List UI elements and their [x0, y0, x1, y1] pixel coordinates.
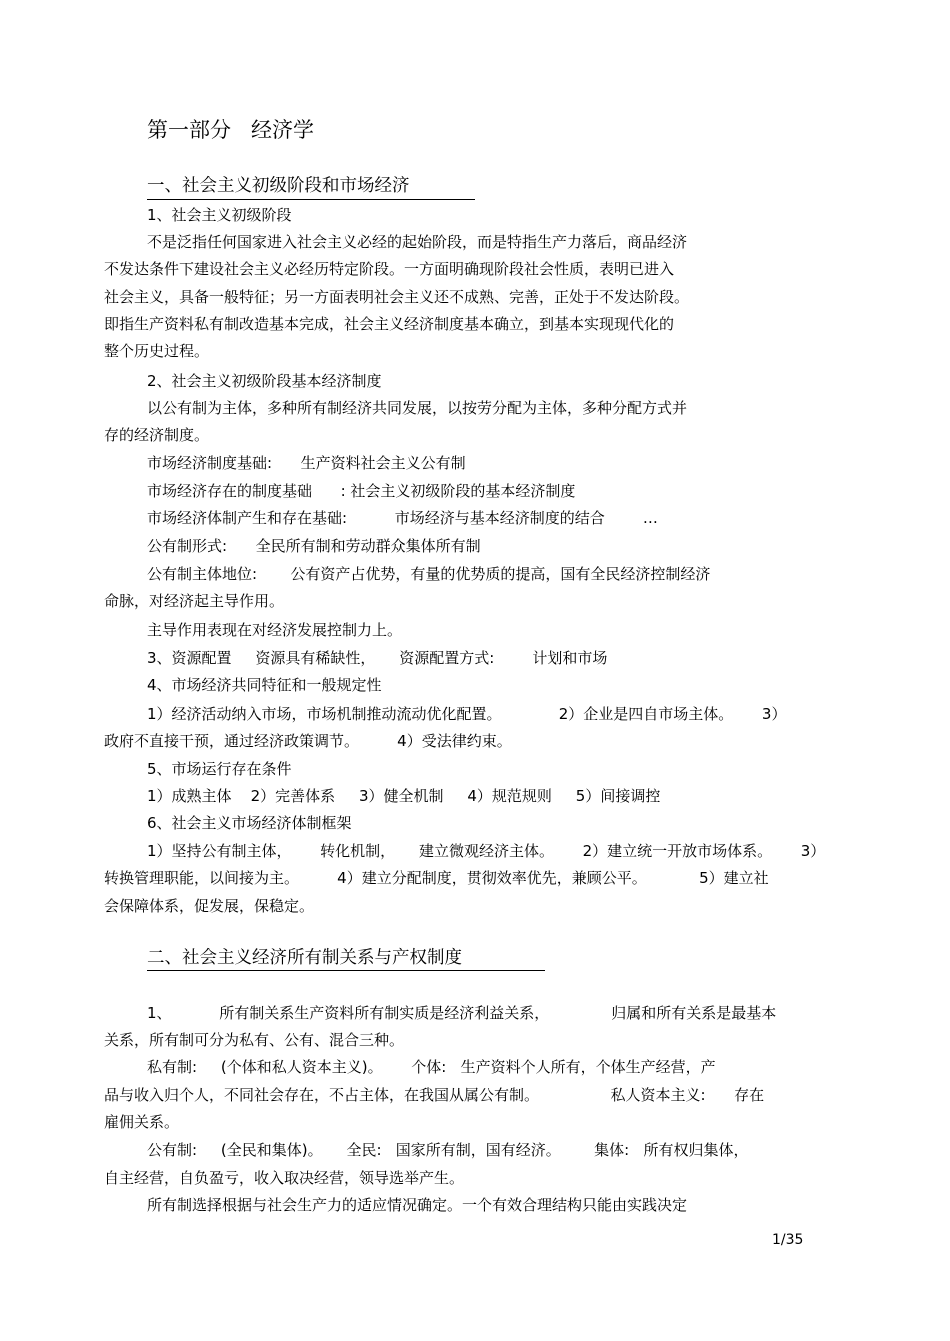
s1-line-24: 转换管理职能，以间接为主。 4）建立分配制度，贯彻效率优先，兼顾公平。 5）建立社 [104, 869, 769, 887]
s1-line-19: 政府不直接干预，通过经济政策调节。 4）受法律约束。 [104, 732, 512, 750]
s2-line-6: 自主经营，自负盈亏，收入取决经营，领导选举产生。 [104, 1169, 465, 1187]
s1-line-2: 不发达条件下建设社会主义必经历特定阶段。一方面明确现阶段社会性质，表明已进入 [104, 260, 675, 278]
s2-line-3: 品与收入归个人，不同社会存在，不占主体，在我国从属公有制。 私人资本主义: 存在 [104, 1086, 765, 1104]
s2-line-4: 雇佣关系。 [104, 1113, 180, 1131]
s1-line-8: 存的经济制度。 [104, 426, 210, 444]
s1-line-1: 不是泛指任何国家进入社会主义必经的起始阶段，而是特指生产力落后，商品经济 [147, 233, 688, 251]
s1-line-3: 社会主义，具备一般特征；另一方面表明社会主义还不成熟、完善，正处于不发达阶段。 [104, 288, 690, 306]
s1-line-11: 市场经济体制产生和存在基础: 市场经济与基本经济制度的结合 … [147, 509, 658, 527]
s1-line-18: 1）经济活动纳入市场，市场机制推动流动优化配置。 2）企业是四自市场主体。 3） [147, 705, 787, 723]
s2-line-1: 关系，所有制可分为私有、公有、混合三种。 [104, 1031, 405, 1049]
s1-line-23: 1）坚持公有制主体， 转化机制， 建立微观经济主体。 2）建立统一开放市场体系。 3） [147, 842, 826, 860]
part-title: 第一部分 经济学 [147, 118, 315, 142]
s1-line-7: 以公有制为主体，多种所有制经济共同发展，以按劳分配为主体，多种分配方式并 [147, 399, 688, 417]
s2-line-7: 所有制选择根据与社会生产力的适应情况确定。一个有效合理结构只能由实践决定 [147, 1196, 688, 1214]
s1-line-14: 命脉，对经济起主导作用。 [104, 592, 285, 610]
s1-line-25: 会保障体系，促发展，保稳定。 [104, 897, 315, 915]
s1-line-12: 公有制形式: 全民所有制和劳动群众集体所有制 [147, 537, 481, 555]
section-2-heading: 二、社会主义经济所有制关系与产权制度 [147, 948, 462, 968]
s2-line-2: 私有制: (个体和私人资本主义)。 个体: 生产资料个人所有，个体生产经营，产 [147, 1058, 716, 1076]
s1-line-22: 6、社会主义市场经济体制框架 [147, 814, 352, 832]
section-1-heading: 一、社会主义初级阶段和市场经济 [147, 176, 410, 196]
s1-line-6: 2、社会主义初级阶段基本经济制度 [147, 372, 382, 390]
s1-line-17: 4、市场经济共同特征和一般规定性 [147, 676, 382, 694]
section-2-heading-underline [147, 970, 545, 971]
s1-line-0: 1、社会主义初级阶段 [147, 206, 292, 224]
page-number: 1/35 [772, 1232, 804, 1248]
s1-line-20: 5、市场运行存在条件 [147, 760, 292, 778]
s1-line-16: 3、资源配置 资源具有稀缺性， 资源配置方式: 计划和市场 [147, 649, 608, 667]
s1-line-4: 即指生产资料私有制改造基本完成，社会主义经济制度基本确立，到基本实现现代化的 [104, 315, 675, 333]
s2-line-0: 1、 所有制关系生产资料所有制实质是经济利益关系， 归属和所有关系是最基本 [147, 1004, 777, 1022]
s1-line-21: 1）成熟主体 2）完善体系 3）健全机制 4）规范规则 5）间接调控 [147, 787, 661, 805]
s1-line-15: 主导作用表现在对经济发展控制力上。 [147, 621, 403, 639]
section-1-heading-underline [147, 199, 475, 200]
s1-line-10: 市场经济存在的制度基础 : 社会主义初级阶段的基本经济制度 [147, 482, 576, 500]
s1-line-5: 整个历史过程。 [104, 342, 210, 360]
s2-line-5: 公有制: (全民和集体)。 全民: 国家所有制，国有经济。 集体: 所有权归集体， [147, 1141, 749, 1159]
s1-line-9: 市场经济制度基础: 生产资料社会主义公有制 [147, 454, 466, 472]
s1-line-13: 公有制主体地位: 公有资产占优势，有量的优势质的提高，国有全民经济控制经济 [147, 565, 711, 583]
